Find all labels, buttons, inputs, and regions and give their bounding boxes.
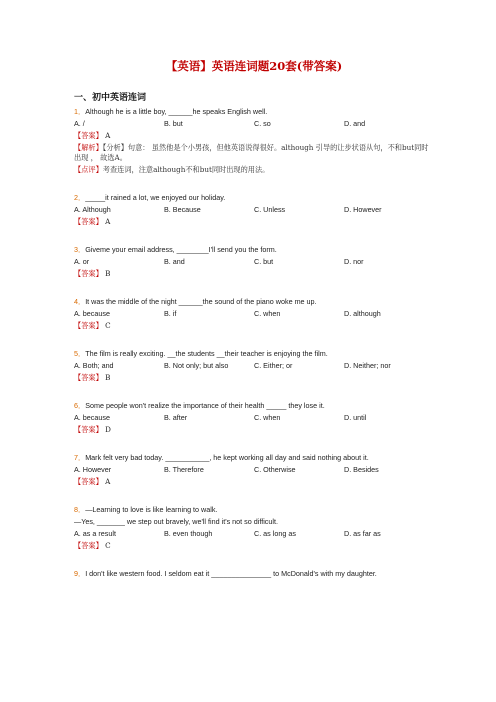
- answer-tag: 【答案】: [74, 373, 103, 382]
- option-b: B. even though: [164, 529, 213, 538]
- question-stem: Although he is a little boy, ______he speaks English well.: [85, 107, 268, 116]
- question-text: [74, 245, 434, 255]
- option-c: C. Unless: [254, 205, 286, 214]
- option-a: A. because: [74, 413, 110, 422]
- answer-value: C: [105, 321, 111, 330]
- question-number: 6．: [74, 401, 86, 410]
- options-row: [74, 465, 434, 475]
- option-c: C. Otherwise: [254, 465, 296, 474]
- options-row: [74, 361, 434, 371]
- comment-line: [74, 165, 434, 175]
- question-number: 1．: [74, 107, 86, 116]
- answer-tag: 【答案】: [74, 131, 103, 140]
- question-text: [74, 349, 434, 359]
- question-7: [74, 453, 434, 487]
- option-a: A. Both; and: [74, 361, 114, 370]
- question-number: 4．: [74, 297, 86, 306]
- option-b: B. Therefore: [164, 465, 204, 474]
- option-a: A. because: [74, 309, 110, 318]
- answer-line: [74, 373, 434, 383]
- options-row: [74, 119, 434, 129]
- option-d: D. Neither; nor: [344, 361, 391, 370]
- answer-tag: 【答案】: [74, 477, 103, 486]
- question-stem: It was the middle of the night ______the sound of the piano woke me up.: [85, 297, 317, 306]
- option-d: D. although: [344, 309, 381, 318]
- question-1: [74, 107, 434, 175]
- options-row: [74, 205, 434, 215]
- option-a: A. as a result: [74, 529, 116, 538]
- option-c: C. Either; or: [254, 361, 293, 370]
- question-text: [74, 107, 434, 117]
- option-c: C. when: [254, 309, 281, 318]
- options-row: [74, 413, 434, 423]
- option-c: C. as long as: [254, 529, 296, 538]
- answer-value: A: [105, 477, 111, 486]
- question-text: [74, 401, 434, 411]
- option-b: B. Because: [164, 205, 201, 214]
- question-number: 7．: [74, 453, 86, 462]
- option-d: D. However: [344, 205, 382, 214]
- answer-tag: 【答案】: [74, 321, 103, 330]
- question-stem: Mark felt very bad today. ___________, he kept working all day and said nothing about it.: [85, 453, 369, 462]
- question-stem-line-2: —Yes, _______ we step out bravely, we'll find it's not so difficult.: [74, 517, 278, 526]
- section-heading: 一、初中英语连词: [74, 93, 147, 103]
- question-stem: I don't like western food. I seldom eat it _______________ to McDonald's with my daughter.: [85, 569, 377, 578]
- option-b: B. if: [164, 309, 177, 318]
- option-d: D. until: [344, 413, 367, 422]
- question-6: [74, 401, 434, 435]
- answer-line: [74, 541, 434, 551]
- option-d: D. nor: [344, 257, 364, 266]
- question-number: 9．: [74, 569, 86, 578]
- option-a: A. Although: [74, 205, 111, 214]
- question-text: [74, 505, 434, 515]
- option-b: B. but: [164, 119, 183, 128]
- question-text: [74, 193, 434, 203]
- document-title: 【英语】英语连词题20套(带答案): [165, 59, 343, 73]
- analysis-tag: 【解析】: [74, 143, 103, 152]
- question-stem: _____it rained a lot, we enjoyed our holiday.: [85, 193, 226, 202]
- question-text: [74, 453, 434, 463]
- option-a: A. However: [74, 465, 112, 474]
- question-number: 2．: [74, 193, 86, 202]
- question-5: [74, 349, 434, 383]
- analysis-text: 【分析】句意： 虽然他是个小男孩，但他英语说得很好。although 引导的让步状语从句，不和but同时出现 ， 故选A。: [74, 143, 429, 162]
- answer-value: C: [105, 541, 111, 550]
- option-a: A. /: [74, 119, 85, 128]
- question-stem: The film is really exciting. __the students __their teacher is enjoying the film.: [85, 349, 328, 358]
- options-row: [74, 529, 434, 539]
- options-row: [74, 309, 434, 319]
- option-c: C. but: [254, 257, 274, 266]
- question-stem: —Learning to love is like learning to walk.: [85, 505, 218, 514]
- option-d: D. as far as: [344, 529, 381, 538]
- answer-line: [74, 269, 434, 279]
- comment-text: 考查连词，注意although不和but同时出现的用法。: [102, 165, 270, 174]
- answer-line: [74, 425, 434, 435]
- option-b: B. and: [164, 257, 185, 266]
- answer-tag: 【答案】: [74, 217, 103, 226]
- comment-tag: 【点评】: [74, 165, 103, 174]
- question-stem: Some people won't realize the importance of their health _____ they lose it.: [85, 401, 325, 410]
- question-9: [74, 569, 434, 579]
- question-number: 3．: [74, 245, 86, 254]
- analysis-line: [74, 143, 434, 163]
- question-text: [74, 569, 434, 579]
- options-row: [74, 257, 434, 267]
- answer-line: [74, 321, 434, 331]
- question-3: [74, 245, 434, 279]
- question-stem: Giveme your email address, ________I'll send you the form.: [85, 245, 277, 254]
- question-number: 8．: [74, 505, 86, 514]
- answer-tag: 【答案】: [74, 541, 103, 550]
- answer-value: A: [105, 131, 111, 140]
- option-c: C. when: [254, 413, 281, 422]
- answer-value: A: [105, 217, 111, 226]
- answer-tag: 【答案】: [74, 425, 103, 434]
- answer-value: B: [105, 373, 111, 382]
- option-d: D. and: [344, 119, 366, 128]
- question-2: [74, 193, 434, 227]
- answer-line: [74, 217, 434, 227]
- answer-tag: 【答案】: [74, 269, 103, 278]
- answer-line: [74, 477, 434, 487]
- option-c: C. so: [254, 119, 271, 128]
- option-b: B. after: [164, 413, 188, 422]
- option-d: D. Besides: [344, 465, 379, 474]
- answer-value: B: [105, 269, 111, 278]
- question-number: 5．: [74, 349, 86, 358]
- answer-value: D: [105, 425, 111, 434]
- answer-line: [74, 131, 434, 141]
- option-a: A. or: [74, 257, 90, 266]
- question-8: [74, 505, 434, 551]
- question-text: [74, 297, 434, 307]
- option-b: B. Not only; but also: [164, 361, 229, 370]
- question-4: [74, 297, 434, 331]
